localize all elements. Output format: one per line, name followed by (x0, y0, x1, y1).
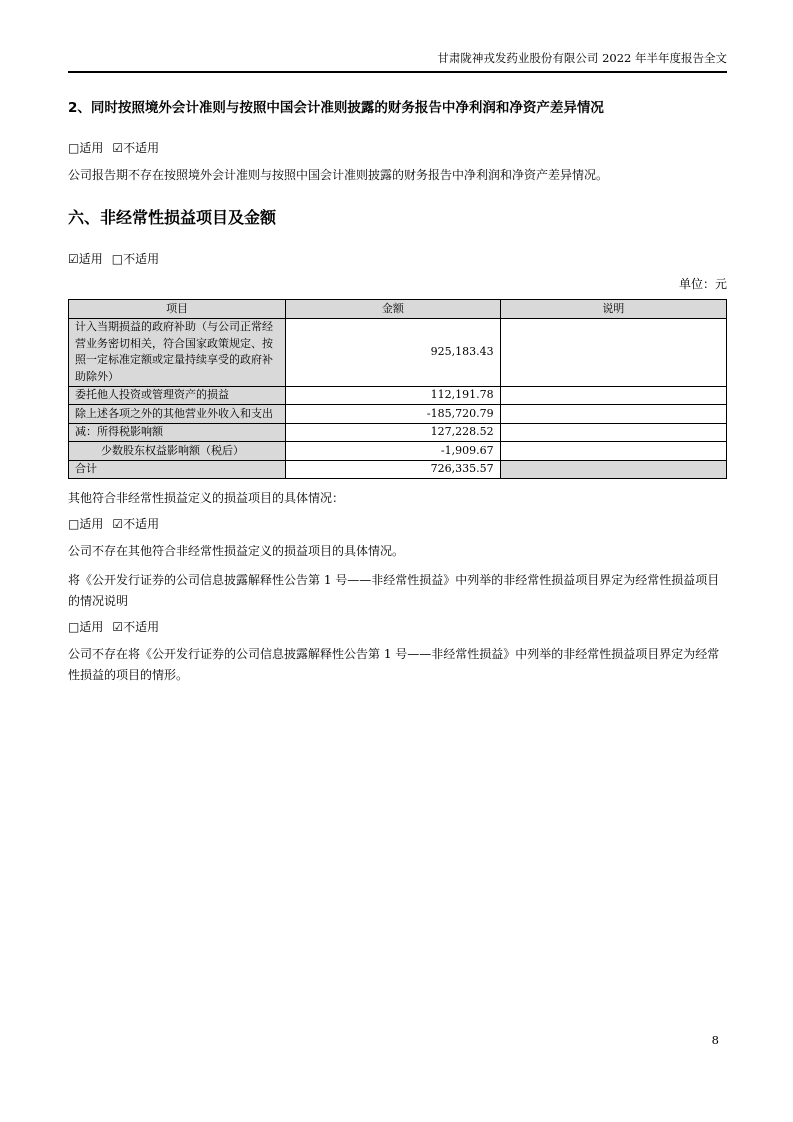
define-statement: 公司不存在将《公开发行证券的公司信息披露解释性公告第 1 号——非经常性损益》中列举的非经常性损益项目界定为经常性损益的项目的情形。 (68, 647, 720, 682)
other-items-title: 其他符合非经常性损益定义的损益项目的具体情况： (68, 491, 345, 505)
note-cell (500, 442, 726, 461)
checkbox-checked-icon: ☑ (112, 620, 124, 634)
item-cell: 委托他人投资或管理资产的损益 (69, 386, 286, 405)
checkbox-option-applicable (68, 141, 103, 155)
other-items-statement: 公司不存在其他符合非经常性损益定义的损益项目的具体情况。 (68, 544, 405, 558)
checkbox-option-not-applicable (112, 620, 159, 634)
checkbox-label: 适用 (78, 252, 103, 266)
checkbox-option-applicable (68, 252, 103, 266)
applicability-row-net-diff (68, 140, 727, 157)
checkbox-unchecked-icon: □ (68, 141, 80, 155)
table-row (69, 423, 727, 442)
amount-cell: 925,183.43 (286, 318, 501, 386)
total-amount-cell: 726,335.57 (286, 460, 501, 479)
section-heading-net-diff: 2、同时按照境外会计准则与按照中国会计准则披露的财务报告中净利润和净资产差异情况 (68, 100, 604, 116)
checkbox-checked-icon: ☑ (112, 517, 124, 531)
amount-cell: 112,191.78 (286, 386, 501, 405)
item-cell: 少数股东权益影响额（税后） (69, 442, 286, 461)
net-diff-statement: 公司报告期不存在按照境外会计准则与按照中国会计准则披露的财务报告中净利润和净资产差异情况。 (68, 168, 609, 182)
note-cell (500, 423, 726, 442)
item-cell: 计入当期损益的政府补助（与公司正常经营业务密切相关，符合国家政策规定、按照一定标准定额或定量持续享受的政府补助除外） (69, 318, 286, 386)
checkbox-option-applicable (68, 517, 103, 531)
total-note-cell (500, 460, 726, 479)
nonrecurring-items-table (68, 299, 727, 479)
checkbox-label: 适用 (79, 141, 104, 155)
column-header-note: 说明 (500, 300, 726, 319)
checkbox-option-not-applicable (112, 141, 159, 155)
amount-cell: -1,909.67 (286, 442, 501, 461)
column-header-item: 项目 (69, 300, 286, 319)
table-row (69, 318, 727, 386)
checkbox-label: 不适用 (123, 141, 160, 155)
applicability-row-nonrecurring (68, 251, 727, 268)
checkbox-unchecked-icon: □ (68, 517, 80, 531)
checkbox-option-not-applicable (112, 252, 159, 266)
item-cell: 除上述各项之外的其他营业外收入和支出 (69, 405, 286, 424)
checkbox-label: 不适用 (123, 620, 160, 634)
table-header-row (69, 300, 727, 319)
checkbox-unchecked-icon: □ (68, 620, 80, 634)
item-cell: 减：所得税影响额 (69, 423, 286, 442)
checkbox-label: 不适用 (123, 252, 160, 266)
document-header-title: 甘肃陇神戎发药业股份有限公司 2022 年半年度报告全文 (437, 51, 727, 65)
checkbox-option-not-applicable (112, 517, 159, 531)
section-heading-nonrecurring: 六、非经常性损益项目及金额 (68, 208, 277, 227)
checkbox-option-applicable (68, 620, 103, 634)
checkbox-label: 适用 (79, 517, 104, 531)
table-row (69, 405, 727, 424)
checkbox-label: 适用 (79, 620, 104, 634)
checkbox-checked-icon: ☑ (112, 141, 124, 155)
table-row (69, 442, 727, 461)
total-label-cell: 合计 (69, 460, 286, 479)
applicability-row-define (68, 619, 727, 636)
applicability-row-other (68, 516, 727, 533)
table-total-row (69, 460, 727, 479)
checkbox-label: 不适用 (123, 517, 160, 531)
note-cell (500, 405, 726, 424)
column-header-amount: 金额 (286, 300, 501, 319)
checkbox-checked-icon: ☑ (68, 252, 79, 266)
table-row (69, 386, 727, 405)
amount-cell: 127,228.52 (286, 423, 501, 442)
page-number: 8 (711, 1033, 719, 1047)
document-header (68, 50, 727, 73)
note-cell (500, 386, 726, 405)
checkbox-unchecked-icon: □ (111, 252, 124, 266)
unit-label: 单位：元 (678, 277, 727, 291)
define-title: 将《公开发行证券的公司信息披露解释性公告第 1 号——非经常性损益》中列举的非经常性损益项目界定为经常性损益项目的情况说明 (68, 573, 720, 608)
note-cell (500, 318, 726, 386)
amount-cell: -185,720.79 (286, 405, 501, 424)
